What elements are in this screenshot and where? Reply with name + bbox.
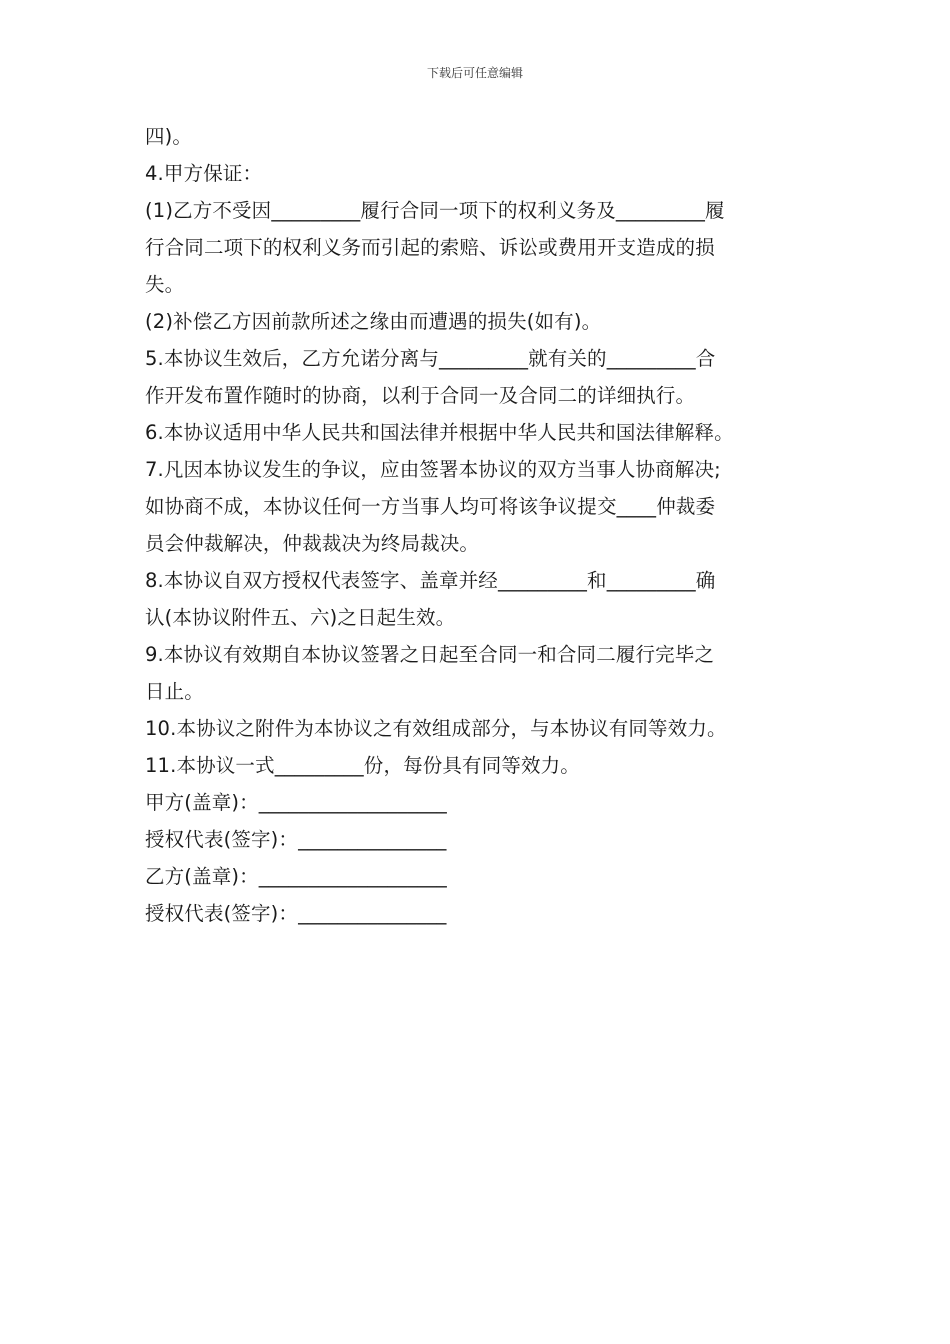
text-line: 如协商不成，本协议任何一方当事人均可将该争议提交____仲裁委: [145, 495, 716, 518]
text-line: 行合同二项下的权利义务而引起的索赔、诉讼或费用开支造成的损: [145, 236, 715, 259]
document-body: [145, 118, 810, 932]
text-line: 失。: [145, 273, 185, 296]
text-line: 四)。: [145, 125, 193, 148]
text-line: 4.甲方保证：: [145, 162, 263, 185]
text-line: 员会仲裁解决，仲裁裁决为终局裁决。: [145, 532, 480, 555]
text-line: 9.本协议有效期自本协议签署之日起至合同一和合同二履行完毕之: [145, 643, 715, 666]
text-line: 8.本协议自双方授权代表签字、盖章并经_________和_________确: [145, 569, 716, 592]
text-line: 作开发布置作随时的协商，以利于合同一及合同二的详细执行。: [145, 384, 696, 407]
text-line: 5.本协议生效后，乙方允诺分离与_________就有关的_________合: [145, 347, 716, 370]
signature-party-b-representative: 授权代表(签字)：_______________: [145, 902, 447, 925]
signature-party-a-representative: 授权代表(签字)：_______________: [145, 828, 447, 851]
page-header-note: 下载后可任意编辑: [426, 66, 523, 80]
text-line: 11.本协议一式_________份，每份具有同等效力。: [145, 754, 580, 777]
text-line: 10.本协议之附件为本协议之有效组成部分，与本协议有同等效力。: [145, 717, 727, 740]
text-line: (2)补偿乙方因前款所述之缘由而遭遇的损失(如有)。: [145, 310, 602, 333]
text-line: 7.凡因本协议发生的争议，应由签署本协议的双方当事人协商解决;: [145, 458, 721, 481]
text-line: 认(本协议附件五、六)之日起生效。: [145, 606, 456, 629]
signature-party-a-seal: 甲方(盖章)：___________________: [145, 791, 447, 814]
text-line: 6.本协议适用中华人民共和国法律并根据中华人民共和国法律解释。: [145, 421, 734, 444]
text-line: 日止。: [145, 680, 204, 703]
signature-party-b-seal: 乙方(盖章)：___________________: [145, 865, 447, 888]
text-line: (1)乙方不受因_________履行合同一项下的权利义务及_________履: [145, 199, 725, 222]
